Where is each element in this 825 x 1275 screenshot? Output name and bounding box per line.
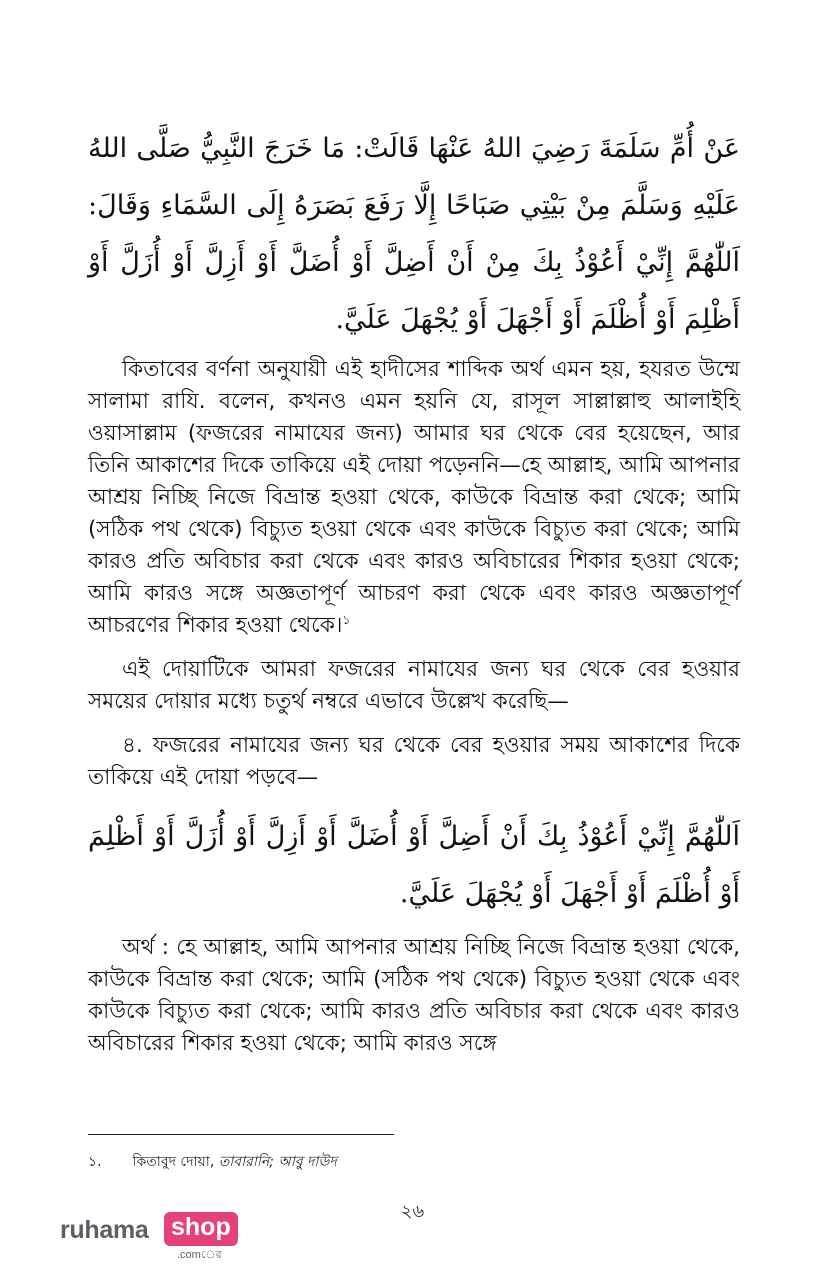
- logo-text-ruhama: ruhama: [60, 1216, 149, 1244]
- arabic-dua-text: اَللّٰهُمَّ إِنِّيْ أَعُوْذُ بِكَ أَنْ أَضِلَّ أَوْ أُضَلَّ أَوْ أَزِلَّ أَوْ أُزَلَّ أَوْ أَظْلِمَ أَوْ أُظْلَمَ أَوْ أَجْهَلَ أَوْ يُجْهَلَ عَلَيَّ.: [88, 821, 740, 909]
- footnote-marker[interactable]: ১: [342, 612, 351, 627]
- arabic-hadith-text: عَنْ أُمِّ سَلَمَةَ رَضِيَ اللهُ عَنْهَا قَالَتْ: مَا خَرَجَ النَّبِيُّ صَلَّى اللهُ عَلَيْهِ وَسَلَّمَ مِنْ بَيْتِي صَبَاحًا إِلَّا رَفَعَ بَصَرَهُ إِلَى السَّمَاءِ وَقَالَ: اَللّٰهُمَّ إِنِّيْ أَعُوْذُ بِكَ مِنْ أَنْ أَضِلَّ أَوْ أُضَلَّ أَوْ أَزِلَّ أَوْ أُزَلَّ أَوْ أَظْلِمَ أَوْ أُظْلَمَ أَوْ أَجْهَلَ أَوْ يُجْهَلَ عَلَيَّ.: [88, 133, 740, 335]
- footnote-source-plain: কিতাবুদ দোয়া,: [132, 1154, 215, 1170]
- footnote-number: ১.: [88, 1154, 102, 1170]
- footnote: [88, 1150, 337, 1174]
- dua-instruction-paragraph: ৪. ফজরের নামাযের জন্য ঘর থেকে বের হওয়ার সময় আকাশের দিকে তাকিয়ে এই দোয়া পড়বে—: [88, 733, 740, 790]
- footnote-divider: [88, 1134, 394, 1135]
- logo-text-shop: shop: [164, 1212, 238, 1246]
- hadith-translation-paragraph: [88, 354, 740, 642]
- context-paragraph: এই দোয়াটিকে আমরা ফজরের নামাযের জন্য ঘর থেকে বের হওয়ার সময়ের দোয়ার মধ্যে চতুর্থ নম্বরে এভাবে উল্লেখ করেছি—: [88, 657, 740, 714]
- footnote-source-italic: তাবারানি; আবু দাউদ: [218, 1154, 337, 1170]
- dua-meaning-paragraph: অর্থ : হে আল্লাহ, আমি আপনার আশ্রয় নিচ্ছি নিজে বিভ্রান্ত হওয়া থেকে, কাউকে বিভ্রান্ত করা থেকে; আমি (সঠিক পথ থেকে) বিচ্যুত হওয়া থেকে এবং কাউকে বিচ্যুত করা থেকে; আমি কারও প্রতি অবিচার করা থেকে এবং কারও অবিচারের শিকার হওয়া থেকে; আমি কারও সঙ্গে: [88, 935, 740, 1056]
- logo-text-com: .comের: [177, 1249, 222, 1261]
- page-number: ২৬: [400, 1201, 425, 1222]
- translation-text: কিতাবের বর্ণনা অনুযায়ী এই হাদীসের শাব্দিক অর্থ এমন হয়, হযরত উম্মে সালামা রাযি. বলেন, কখনও এমন হয়নি যে, রাসূল সাল্লাল্লাহু আলাইহি ওয়াসাল্লাম (ফজরের নামাযের জন্য) আমার ঘর থেকে বের হয়েছেন, আর তিনি আকাশের দিকে তাকিয়ে এই দোয়া পড়েননি—হে আল্লাহ, আমি আপনার আশ্রয় নিচ্ছি নিজে বিভ্রান্ত হওয়া থেকে, কাউকে বিভ্রান্ত করা থেকে; আমি (সঠিক পথ থেকে) বিচ্যুত হওয়া থেকে এবং কাউকে বিচ্যুত করা থেকে; আমি কারও প্রতি অবিচার করা থেকে এবং কারও অবিচারের শিকার হওয়া থেকে; আমি কারও সঙ্গে অজ্ঞতাপূর্ণ আচরণ করা থেকে এবং কারও অজ্ঞতাপূর্ণ আচরণের শিকার হওয়া থেকে।: [88, 357, 740, 638]
- page-body: [88, 120, 740, 1060]
